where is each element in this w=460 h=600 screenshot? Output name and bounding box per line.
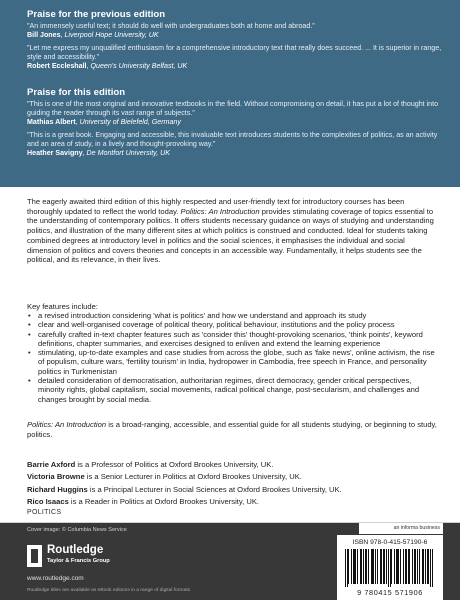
barcode-bar [354, 549, 355, 584]
list-item [27, 311, 437, 320]
barcode-bar [390, 549, 391, 587]
barcode-bar [391, 549, 392, 584]
feature-text: detailed consideration of democratisation, authoritarian regimes, direct democracy, gender critical perspectives, minority rights, global capitalism, social movements, radical political change, post-secularism, and challenges and changes brought by social media. [38, 376, 420, 404]
author-name: Victoria Browne [27, 472, 85, 482]
barcode-bar [425, 549, 426, 584]
barcode-bar [430, 549, 431, 587]
barcode-bar [394, 549, 395, 584]
feature-text: clear and well-organised coverage of political theory, political behaviour, institutions and the policy process [38, 320, 395, 330]
list-item [27, 320, 437, 329]
barcode-bar [414, 549, 415, 584]
features-heading: Key features include: [27, 302, 98, 311]
barcode-digits: 9 780415 571906 [357, 588, 423, 597]
barcode-bar [428, 549, 429, 584]
barcode-bar [388, 549, 389, 587]
barcode-bar [345, 549, 346, 587]
quote-text: "This is a great book. Engaging and accessible, this invaluable text introduces students to the complexities of politics, as an activity and an area of study, in a lively and thought-provoking way." [27, 131, 438, 148]
barcode-bar [348, 549, 349, 584]
barcode-bar [375, 549, 376, 584]
quote [27, 22, 442, 40]
quote-attribution: Bill Jones, Liverpool Hope University, UK [27, 31, 159, 39]
quote-name: Robert Eccleshall [27, 62, 87, 70]
closing-text: is a broad-ranging, accessible, and essential guide for all students studying, or beginning to study, politics. [27, 420, 437, 439]
barcode-bar [381, 549, 382, 584]
feature-text: a revised introduction considering 'what is politics' and how we understand and approach its study [38, 311, 367, 320]
barcode-bar [372, 549, 373, 584]
list-item [27, 376, 437, 404]
author-bio [27, 459, 437, 471]
author-description: is a Professor of Politics at Oxford Brookes University, UK. [75, 460, 274, 469]
barcode-bar [409, 549, 410, 584]
barcode-bar [403, 549, 404, 584]
quote-attribution: Robert Eccleshall, Queen's University Belfast, UK [27, 62, 188, 70]
barcode-bar [400, 549, 401, 584]
barcode-bar [373, 549, 374, 584]
bullet: • [28, 329, 31, 339]
ebook-availability-note: Routledge titles are available as eBook editions in a range of digital formats [27, 588, 191, 593]
publisher-website[interactable]: www.routledge.com [27, 575, 84, 582]
author-description: is a Principal Lecturer in Social Sciences at Oxford Brookes University, UK. [87, 484, 342, 494]
quote-text: "An immensely useful text; it should do well with undergraduates both at home and abroad." [27, 22, 315, 30]
barcode-bar [412, 549, 413, 584]
barcode-bar [432, 549, 433, 587]
description-text: provides stimulating coverage of topics essential to the understanding of contemporary politics. It offers students necessary guidance on ways of studying and understanding politics, and illustration of the many different sites at which politics is construed and conducted. Ideal for students taking combined degrees at introductory level in politics and the social sciences, it emphasises the individual and social dimension of politics and covers theories and concepts in an accessible way. Fundamentally, it helps students see the political, and its relevance, in their lives. [27, 206, 434, 265]
author-description: is a Reader in Politics at Oxford Brookes University, UK. [68, 497, 259, 507]
publisher-name: Routledge [47, 544, 104, 556]
barcode-bar [371, 549, 372, 584]
description-paragraph [27, 197, 437, 265]
barcode-bar [360, 549, 361, 584]
barcode-bar [384, 549, 385, 584]
informa-badge [359, 523, 443, 534]
barcode-bar [383, 549, 384, 584]
bullet: • [28, 311, 31, 320]
barcode-bar [347, 549, 348, 587]
barcode-bar [427, 549, 428, 584]
barcode-bar [355, 549, 356, 584]
quote-name: Bill Jones [27, 31, 61, 39]
barcode-bar [353, 549, 354, 584]
isbn-barcode-panel [337, 535, 443, 600]
barcode-bar [363, 549, 364, 584]
list-item [27, 330, 437, 349]
author-name: Barrie Axford [27, 460, 76, 469]
barcode-bar [408, 549, 409, 584]
barcode-bar [417, 549, 418, 584]
barcode-bar [365, 549, 366, 584]
quote [27, 44, 442, 71]
closing-paragraph [27, 420, 437, 439]
subject-category: POLITICS [27, 509, 62, 516]
informa-text: an informa business [393, 525, 440, 531]
isbn: ISBN 978-0-415-57190-6 [352, 539, 428, 546]
quote-attribution: Mathias Albert, University of Bielefeld, Germany [27, 118, 181, 126]
book-title: Politics: An Introduction [180, 206, 260, 216]
barcode [345, 549, 435, 587]
feature-text: stimulating, up-to-date examples and case studies from across the globe, such as 'fake news', online activism, the rise of populism, culture wars, 'fertility tourism' in India, hydropower in Cambodia, free speech in France, and personality politics in Turkmenistan [38, 348, 435, 376]
barcode-bar [422, 549, 423, 584]
quote-attribution: Heather Savigny, De Montfort University, UK [27, 149, 170, 157]
author-bio [27, 496, 437, 508]
praise-current-heading: Praise for this edition [27, 87, 126, 98]
author-bio [27, 471, 437, 483]
quote-institution: De Montfort University, UK [86, 149, 170, 157]
barcode-bar [423, 549, 424, 584]
author-name: Rico Isaacs [27, 497, 69, 507]
routledge-logo-icon [27, 545, 42, 567]
quote-text: "Let me express my unqualified enthusiasm for a comprehensive introductory text that really does succeed. ... It is superior in range, style and accessibility." [27, 44, 442, 61]
quote-institution: University of Bielefeld, Germany [79, 118, 181, 126]
bullet: • [28, 320, 31, 330]
praise-panel [0, 0, 460, 187]
author-bio [27, 484, 437, 496]
publisher-logo [27, 544, 177, 570]
feature-text: carefully crafted in-text chapter features such as 'consider this' thought-provoking scenarios, 'think points', keyword definitions, chapter summaries, and exercises designed to enliven and extend the learning experience [38, 329, 423, 348]
quote-institution: Liverpool Hope University, UK [64, 31, 159, 39]
quote-text: "This is one of the most original and innovative textbooks in the field. Without compromising on detail, it has put a lot of thought into guiding the reader through its vast range of subjects." [27, 100, 439, 117]
bullet: • [28, 348, 31, 358]
quote-name: Mathias Albert [27, 118, 76, 126]
barcode-bar [368, 549, 369, 584]
author-description: is a Senior Lecturer in Politics at Oxford Brookes University, UK. [84, 472, 302, 482]
praise-previous-section [27, 9, 442, 75]
quote [27, 100, 442, 127]
author-bios [27, 459, 437, 509]
book-title: Politics: An Introduction [27, 420, 107, 429]
features-list [27, 311, 437, 404]
barcode-bar [361, 549, 362, 584]
barcode-bar [396, 549, 397, 584]
barcode-bar [386, 549, 387, 584]
quote [27, 131, 442, 158]
barcode-bar [397, 549, 398, 584]
barcode-bar [406, 549, 407, 584]
quote-name: Heather Savigny [27, 149, 83, 157]
praise-previous-heading: Praise for the previous edition [27, 9, 166, 20]
barcode-bar [366, 549, 367, 584]
cover-credit: Cover image: © Columbia News Service [27, 527, 127, 533]
barcode-bar [405, 549, 406, 584]
praise-current-section [27, 87, 442, 162]
author-name: Richard Huggins [27, 484, 88, 494]
quote-institution: Queen's University Belfast, UK [90, 62, 188, 70]
barcode-bar [377, 549, 378, 584]
list-item [27, 348, 437, 376]
barcode-bar [380, 549, 381, 584]
publisher-group: Taylor & Francis Group [47, 558, 110, 564]
description-text: The eagerly awaited third edition of this highly respected and user-friendly text for introductory courses has been thoroughly updated to reflect the world today. [27, 197, 405, 216]
barcode-bar [398, 549, 399, 584]
bullet: • [28, 376, 31, 386]
barcode-bar [419, 549, 420, 584]
barcode-bar [415, 549, 416, 584]
barcode-bar [357, 549, 358, 584]
barcode-bar [351, 549, 352, 584]
